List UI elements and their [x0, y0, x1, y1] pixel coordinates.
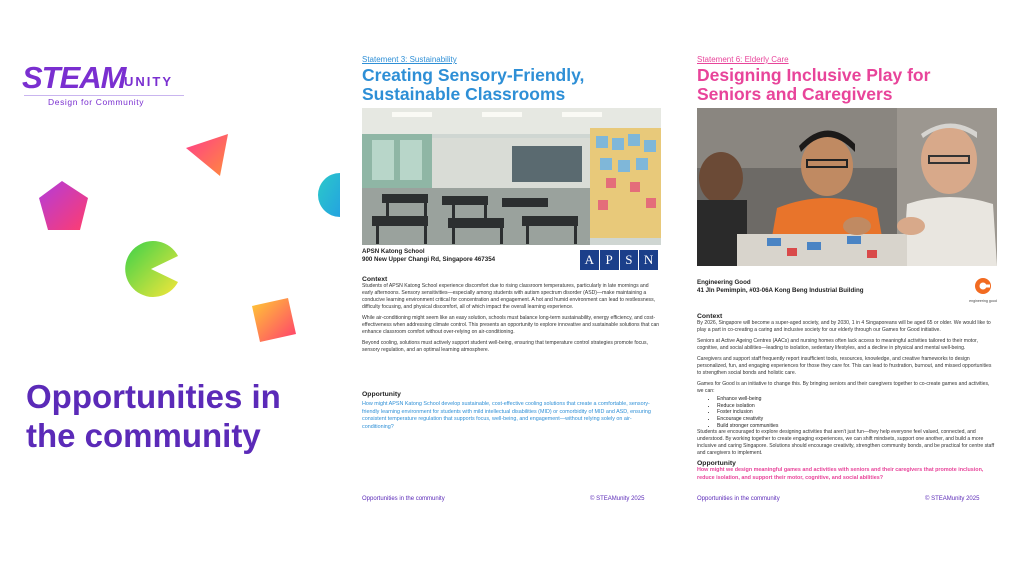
purple-pentagon-shape [36, 178, 92, 234]
list-item: • Encourage creativity [717, 416, 995, 423]
statement-label: Statement 3: Sustainability [362, 55, 457, 64]
brand-logo-unity: UNITY [124, 74, 173, 89]
footer-left: Opportunities in the community [362, 496, 445, 502]
opportunity-heading: Opportunity [362, 391, 401, 398]
classroom-photo [362, 108, 661, 245]
context-paragraph: Seniors at Active Ageing Centres (AACs) and nursing homes often lack access to meaningful activities tailored to their motor, cognitive, and social abilities—leading to isolation, sedentary lifestyles, and a decline in physical and mental well-being. [697, 338, 978, 352]
context-paragraph: Games for Good is an initiative to change this. By bringing seniors and their caregivers together to co-create games and activities, we can: [697, 381, 990, 395]
list-item: • Foster inclusion [717, 409, 995, 416]
org-name: APSN Katong School [362, 248, 425, 255]
brand-logo-steam: STEAM [22, 60, 126, 95]
panel-title: Designing Inclusive Play for Seniors and Caregivers [697, 65, 931, 105]
opportunity-text: How might we design meaningful games and activities with seniors and their caregivers that promote inclusion, reduce isolation, and support their motor, cognitive, and social abilities? [697, 467, 984, 481]
elderly-care-panel [697, 55, 997, 105]
panel-title: Creating Sensory-Friendly, Sustainable Classrooms [362, 65, 585, 105]
context-heading: Context [362, 276, 388, 283]
sustainability-panel [362, 55, 662, 105]
elderly-opportunity [697, 460, 995, 482]
engineering-good-logo-icon [974, 277, 992, 295]
list-item: • Reduce isolation [717, 403, 995, 410]
footer-right: © STEAMunity 2025 [925, 496, 980, 502]
footer-left: Opportunities in the community [697, 496, 780, 502]
sustainability-opportunity [362, 391, 660, 432]
apsn-logo [580, 250, 658, 270]
list-item: • Build stronger communities [717, 423, 995, 430]
context-heading: Context [697, 313, 723, 320]
opportunity-text: How might APSN Katong School develop sustainable, cost-effective cooling solutions that create a comfortable, sensory-friendly learning environment for students with mild intellectual disabilities (MID) or comorbidity of MID and ASD, ensuring consistent temperature regulation that supports focus, well-being, and engagement—without relying solely on air-conditioning? [362, 401, 651, 431]
apsn-logo-letter: P [600, 250, 619, 270]
benefits-list [697, 396, 995, 429]
list-item: • Enhance well-being [717, 396, 995, 403]
green-pacman-shape [120, 238, 182, 300]
brand-tagline: Design for Community [48, 97, 145, 107]
pink-triangle-shape [182, 130, 234, 182]
elderly-org-block [697, 279, 997, 296]
apsn-logo-letter: N [639, 250, 658, 270]
context-paragraph: Students of APSN Katong School experience discomfort due to rising classroom temperatures, particularly in late mornings and early afternoons. Sensory sensitivities—especially among students with autism spectrum disorder (ASD)—make maintaining a conducive learning environment critical for concentration and engagement. A hot and humid environment can lead to restlessness, difficulty focusing, and physical discomfort, all of which impact the overall learning experience. [362, 283, 656, 311]
context-paragraph: Caregivers and support staff frequently report insufficient tools, resources, knowledge, and creative frameworks to design personalized, fun, and engaging experiences for those they care for. This can lead to frustration, burnout, and missed opportunities to strengthen social bonds and holistic care. [697, 356, 992, 377]
page-headline: Opportunities in the community [26, 378, 281, 454]
sustainability-context [362, 276, 660, 358]
org-address: 900 New Upper Changi Rd, Singapore 467354 [362, 256, 496, 264]
footer-right: © STEAMunity 2025 [590, 496, 645, 502]
engineering-good-logo [968, 277, 998, 304]
apsn-logo-letter: A [580, 250, 599, 270]
context-paragraph: Students are encouraged to explore designing activities that aren't just fun—they help everyone feel valued, connected, and understood. By working together to create engaging experiences, we can shift mindsets, support one another, and build a more inclusive and caring Singapore. Solutions should encourage creativity, strengthen community bonds, and be practical for centre staff and caregivers to implement. [697, 429, 995, 457]
apsn-logo-letter: S [620, 250, 639, 270]
brand-underline [24, 95, 184, 96]
context-paragraph: While air-conditioning might seem like an easy solution, schools must balance long-term sustainability, energy efficiency, and cost-effectiveness when addressing climate control. This presents an opportunity to explore innovative and sustainable solutions that can enhance classroom comfort without over-relying on air-conditioning. [362, 315, 660, 336]
elderly-context [697, 313, 995, 457]
teal-half-circle-shape [310, 172, 340, 218]
statement-label: Statement 6: Elderly Care [697, 55, 789, 64]
org-name: Engineering Good [697, 279, 751, 286]
context-paragraph: Beyond cooling, solutions must actively support student well-being, ensuring that temperature control strategies promote focus, sensory regulation, and an optimal learning atmosphere. [362, 340, 648, 354]
seniors-photo [697, 108, 997, 266]
orange-square-shape [246, 296, 302, 346]
org-address: 41 Jln Pemimpin, #03-06A Kong Beng Industrial Building [697, 287, 864, 295]
logo-caption: engineering good [969, 299, 997, 303]
context-paragraph: By 2026, Singapore will become a super-aged society, and by 2030, 1 in 4 Singaporeans will be aged 65 or older. We would like to play a part in co-creating a caring and inclusive society for our elderly through our Games for Good initiative. [697, 320, 991, 334]
opportunity-heading: Opportunity [697, 460, 736, 467]
